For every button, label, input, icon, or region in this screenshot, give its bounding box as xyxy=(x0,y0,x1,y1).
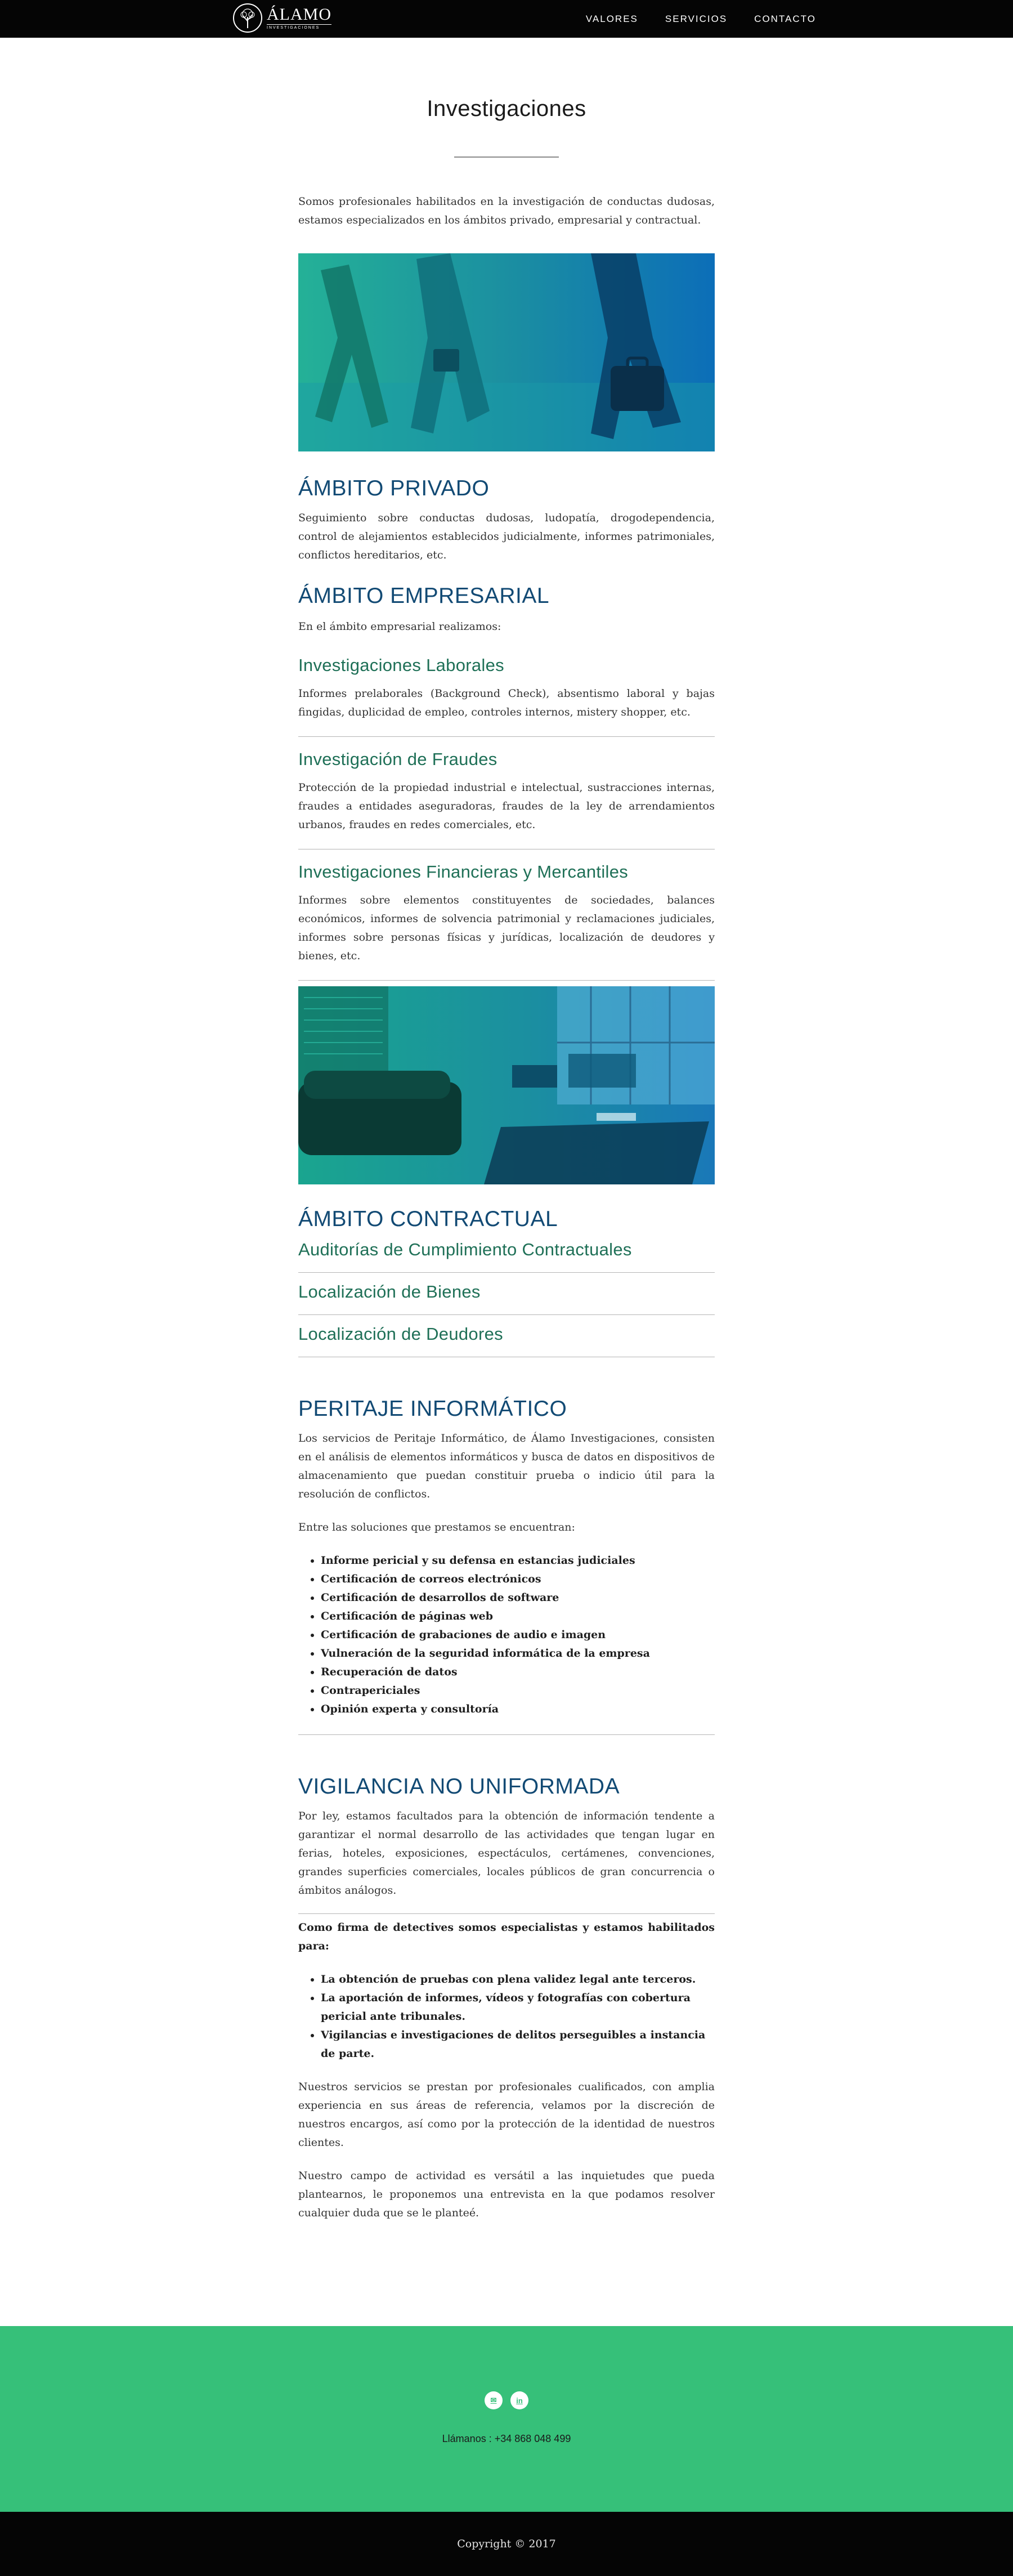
list-item: • Recuperación de datos xyxy=(321,1663,715,1681)
list-item: • Certificación de desarrollos de software xyxy=(321,1589,715,1607)
list-item: • Certificación de correos electrónicos xyxy=(321,1570,715,1589)
top-navbar xyxy=(0,0,1013,38)
main-nav xyxy=(586,0,816,38)
vigilancia-text: Por ley, estamos facultados para la obtención de información tendente a garantizar el normal desarrollo de las actividades que tengan lugar en ferias, hoteles, exposiciones, espectáculos, certámenes, convenciones, grandes superficies comerciales, locales públicos de gran concurrencia o ámbitos análogos. xyxy=(298,1810,715,1897)
intro-text: Somos profesionales habilitados en la investigación de conductas dudosas, estamos especializados en los ámbitos privado, empresarial y contractual. xyxy=(298,195,715,226)
business-people-photo xyxy=(298,253,715,451)
fraudes-text: Protección de la propiedad industrial e intelectual, sustracciones internas, fraudes a entidades aseguradoras, fraudes de la ley de arrendamientos urbanos, fraudes en redes comerciales, etc. xyxy=(298,781,715,831)
page-title: Investigaciones xyxy=(427,96,586,121)
footer-contact-band xyxy=(0,2326,1013,2512)
vigilancia-list xyxy=(321,1970,715,2063)
heading-investigaciones-financieras: Investigaciones Financieras y Mercantiles xyxy=(298,862,629,882)
footer xyxy=(0,2326,1013,2576)
heading-ambito-privado: ÁMBITO PRIVADO xyxy=(298,476,490,500)
divider xyxy=(298,1314,715,1315)
divider xyxy=(298,1272,715,1273)
nav-valores[interactable]: VALORES xyxy=(585,13,638,24)
heading-investigacion-fraudes: Investigación de Fraudes xyxy=(298,749,497,769)
heading-investigaciones-laborales: Investigaciones Laborales xyxy=(298,655,504,675)
list-item: • Certificación de páginas web xyxy=(321,1607,715,1626)
heading-localizacion-deudores: Localización de Deudores xyxy=(298,1324,503,1344)
nav-contacto[interactable]: CONTACTO xyxy=(754,13,816,24)
list-item: • Vigilancias e investigaciones de delitos perseguibles a instancia de parte. xyxy=(321,2026,715,2063)
divider xyxy=(298,980,715,981)
financieras-text: Informes sobre elementos constituyentes de sociedades, balances económicos, informes de solvencia patrimonial y reclamaciones judiciales, informes sobre personas físicas y jurídicas, localización de deudores y bienes, etc. xyxy=(298,894,715,962)
heading-localizacion-bienes: Localización de Bienes xyxy=(298,1282,481,1302)
list-item: • La aportación de informes, vídeos y fotografías con cobertura pericial ante tribunales. xyxy=(321,1989,715,2026)
main-content xyxy=(298,38,715,2222)
peritaje-list xyxy=(321,1551,715,1719)
heading-peritaje-informatico: PERITAJE INFORMÁTICO xyxy=(298,1397,567,1421)
copyright-text: Copyright © 2017 xyxy=(457,2538,556,2550)
heading-vigilancia-no-uniformada: VIGILANCIA NO UNIFORMADA xyxy=(298,1774,620,1799)
peritaje-lead: Entre las soluciones que prestamos se encuentran: xyxy=(298,1521,575,1533)
heading-ambito-empresarial: ÁMBITO EMPRESARIAL xyxy=(298,584,550,608)
privado-text: Seguimiento sobre conductas dudosas, ludopatía, drogodependencia, control de alejamientos establecidos judicialmente, informes patrimoniales, conflictos hereditarios, etc. xyxy=(298,512,715,561)
heading-ambito-contractual: ÁMBITO CONTRACTUAL xyxy=(298,1207,558,1231)
title-divider xyxy=(454,156,559,158)
list-item: • Vulneración de la seguridad informática de la empresa xyxy=(321,1644,715,1663)
footer-copyright-bar xyxy=(0,2512,1013,2576)
linkedin-icon[interactable]: in xyxy=(510,2391,528,2409)
empresarial-lead: En el ámbito empresarial realizamos: xyxy=(298,620,501,633)
vigilancia-text-3: Nuestro campo de actividad es versátil a las inquietudes que pueda plantearnos, le proponemos una entrevista en la que podamos resolver cualquier duda que se le planteé. xyxy=(298,2170,715,2219)
tree-logo-icon xyxy=(233,3,262,33)
logo-subtitle: INVESTIGACIONES xyxy=(267,24,331,30)
logo[interactable] xyxy=(233,3,331,33)
list-item: • Informe pericial y su defensa en estancias judiciales xyxy=(321,1551,715,1570)
list-item: • Certificación de grabaciones de audio e imagen xyxy=(321,1626,715,1644)
list-item: • Opinión experta y consultoría xyxy=(321,1700,715,1719)
logo-title: ÁLAMO xyxy=(267,5,331,24)
office-interior-photo xyxy=(298,986,715,1184)
vigilancia-bold-lead: Como firma de detectives somos especialistas y estamos habilitados para: xyxy=(298,1921,715,1952)
laborales-text: Informes prelaborales (Background Check), absentismo laboral y bajas fingidas, duplicidad de empleo, controles internos, mistery shopper, etc. xyxy=(298,687,715,718)
divider xyxy=(298,1913,715,1914)
nav-servicios[interactable]: SERVICIOS xyxy=(665,13,728,24)
phone-number[interactable]: Llámanos : +34 868 048 499 xyxy=(442,2433,571,2444)
email-icon[interactable]: ✉ xyxy=(485,2391,503,2409)
list-item: • La obtención de pruebas con plena validez legal ante terceros. xyxy=(321,1970,715,1989)
heading-auditorias: Auditorías de Cumplimiento Contractuales xyxy=(298,1240,632,1259)
peritaje-text: Los servicios de Peritaje Informático, de Álamo Investigaciones, consisten en el análisis de elementos informáticos y busca de datos en dispositivos de almacenamiento que puedan constituir prueba o indicio útil para la resolución de conflictos. xyxy=(298,1432,715,1500)
list-item: • Contrapericiales xyxy=(321,1681,715,1700)
divider xyxy=(298,1734,715,1735)
divider xyxy=(298,736,715,737)
social-links xyxy=(0,2391,1013,2409)
vigilancia-text-2: Nuestros servicios se prestan por profesionales cualificados, con amplia experiencia en sus áreas de referencia, velamos por la discreción de nuestros encargos, así como por la protección de la identidad de nuestros clientes. xyxy=(298,2081,715,2149)
